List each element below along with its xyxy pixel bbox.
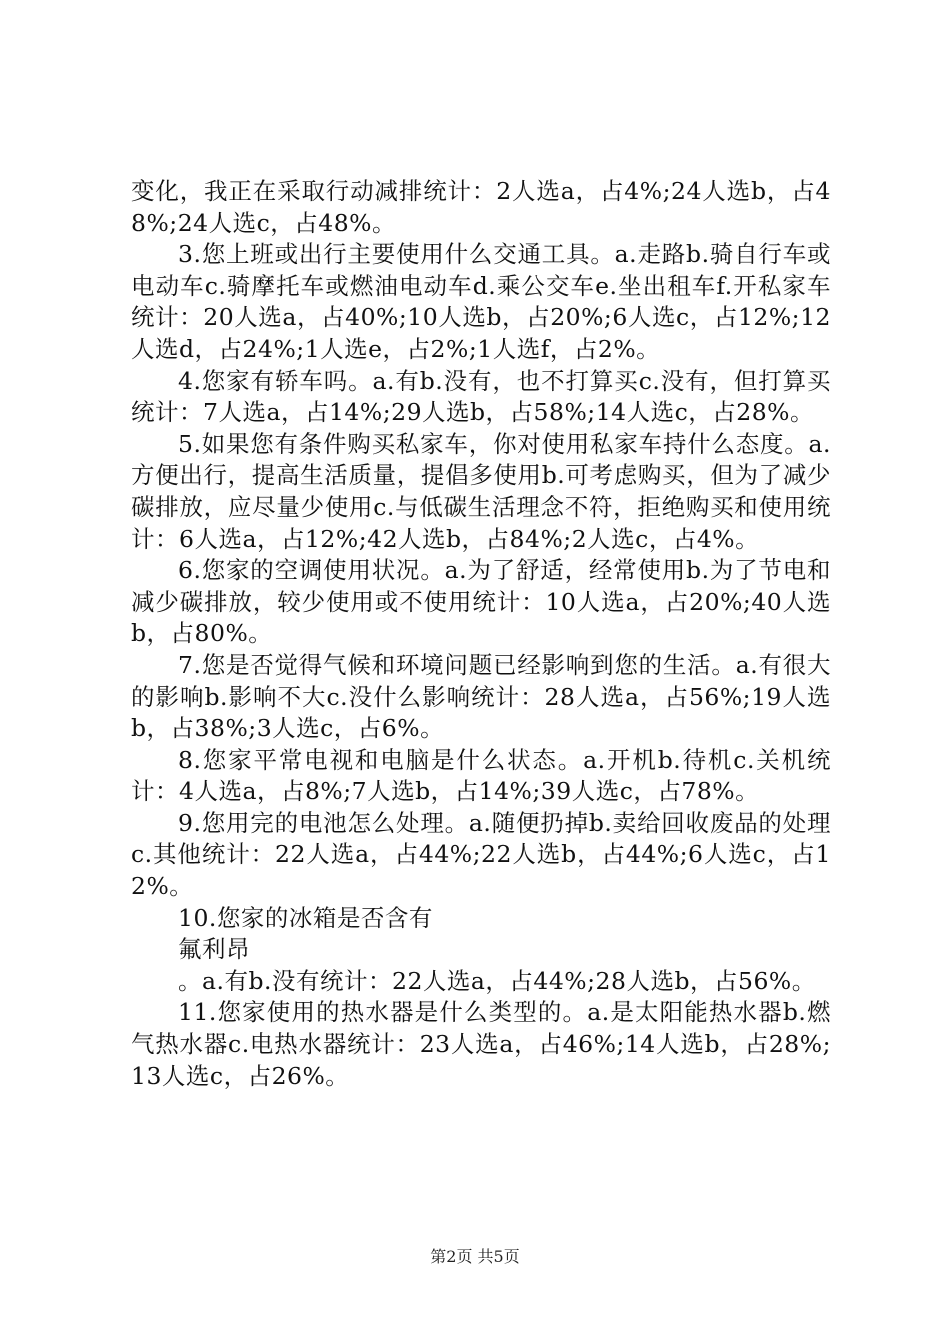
paragraph-question-3: 3.您上班或出行主要使用什么交通工具。a.走路b.骑自行车或电动车c.骑摩托车或燃油电动车d.乘公交车e.坐出租车f.开私家车统计：20人选a，占40%;10人选b，占20%;6人选c，占12%;12人选d，占24%;1人选e，占2%;1人选f，占2%。: [131, 240, 831, 363]
paragraph-question-7: 7.您是否觉得气候和环境问题已经影响到您的生活。a.有很大的影响b.影响不大c.没什么影响统计：28人选a，占56%;19人选b，占38%;3人选c，占6%。: [131, 650, 831, 743]
question-10-rest: 。a.有b.没有统计：22人选a，占44%;28人选b，占56%。: [178, 966, 816, 995]
paragraph-question-4: 4.您家有轿车吗。a.有b.没有，也不打算买c.没有，但打算买统计：7人选a，占14%;29人选b，占58%;14人选c，占28%。: [131, 366, 831, 427]
paragraph-question-6: 6.您家的空调使用状况。a.为了舒适，经常使用b.为了节电和减少碳排放，较少使用或不使用统计：10人选a，占20%;40人选b，占80%。: [131, 556, 831, 648]
question-10-line-1: 10.您家的冰箱是否含有: [178, 903, 433, 932]
question-10-line-2: 氟利昂: [178, 935, 250, 964]
paragraph-question-8: 8.您家平常电视和电脑是什么状态。a.开机b.待机c.关机统计：4人选a，占8%;7人选b，占14%;39人选c，占78%。: [131, 745, 831, 806]
paragraph-question-11: 11.您家使用的热水器是什么类型的。a.是太阳能热水器b.燃气热水器c.电热水器统计：23人选a，占46%;14人选b，占28%;13人选c，占26%。: [131, 998, 831, 1090]
paragraph-question-9: 9.您用完的电池怎么处理。a.随便扔掉b.卖给回收废品的处理c.其他统计：22人选a，占44%;22人选b，占44%;6人选c，占12%。: [131, 808, 831, 901]
page-number-footer: 第2页 共5页: [430, 1247, 520, 1266]
document-body: [131, 176, 831, 1092]
paragraph-question-5: 5.如果您有条件购买私家车，你对使用私家车持什么态度。a.方便出行，提高生活质量，提倡多使用b.可考虑购买，但为了减少碳排放，应尽量少使用c.与低碳生活理念不符，拒绝购买和使用统计：6人选a，占12%;42人选b，占84%;2人选c，占4%。: [131, 429, 831, 553]
paragraph-continuation: 变化，我正在采取行动减排统计：2人选a，占4%;24人选b，占48%;24人选c，占48%。: [131, 177, 831, 237]
